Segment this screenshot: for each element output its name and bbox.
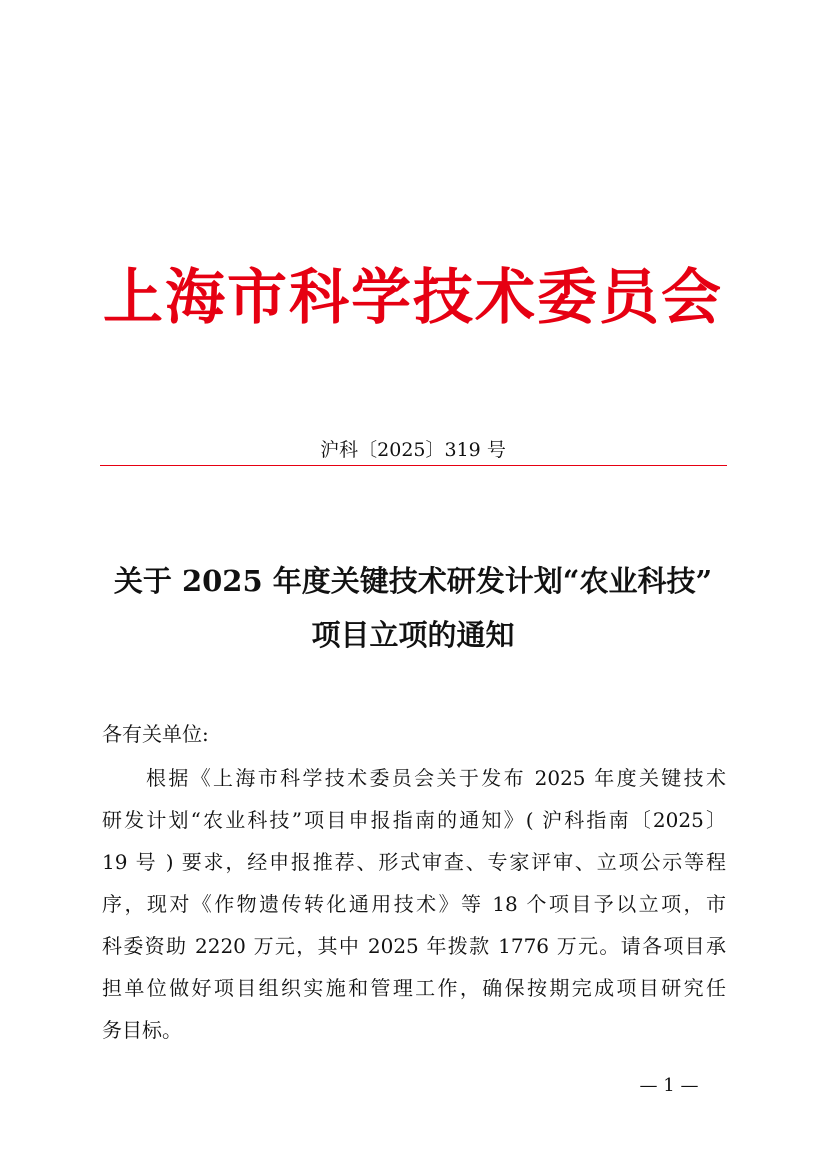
body-line-7: 务目标。 xyxy=(102,1018,182,1042)
body-line-1: 根据《上海市科学技术委员会关于发布 2025 年度关键技术 xyxy=(146,766,726,790)
issuing-organization-title: 上海市科学技术委员会 xyxy=(103,263,723,333)
body-line-4: 序，现对《作物遗传转化通用技术》等 18 个项目予以立项，市 xyxy=(102,892,726,916)
document-number: 沪科〔2025〕319 号 xyxy=(320,439,506,461)
page-number: — 1 — xyxy=(639,1075,699,1096)
document-title-line-1: 关于 2025 年度关键技术研发计划“农业科技” xyxy=(113,564,713,598)
body-line-5: 科委资助 2220 万元，其中 2025 年拨款 1776 万元。请各项目承 xyxy=(102,934,726,958)
body-line-6: 担单位做好项目组织实施和管理工作，确保按期完成项目研究任 xyxy=(102,976,726,1000)
document-title-line-2: 项目立项的通知 xyxy=(311,618,515,652)
body-line-3: 19 号 ) 要求，经申报推荐、形式审查、专家评审、立项公示等程 xyxy=(102,850,726,874)
body-line-2: 研发计划“农业科技”项目申报指南的通知》( 沪科指南〔2025〕 xyxy=(102,808,726,832)
red-divider-line xyxy=(100,465,727,466)
salutation: 各有关单位: xyxy=(102,722,209,746)
